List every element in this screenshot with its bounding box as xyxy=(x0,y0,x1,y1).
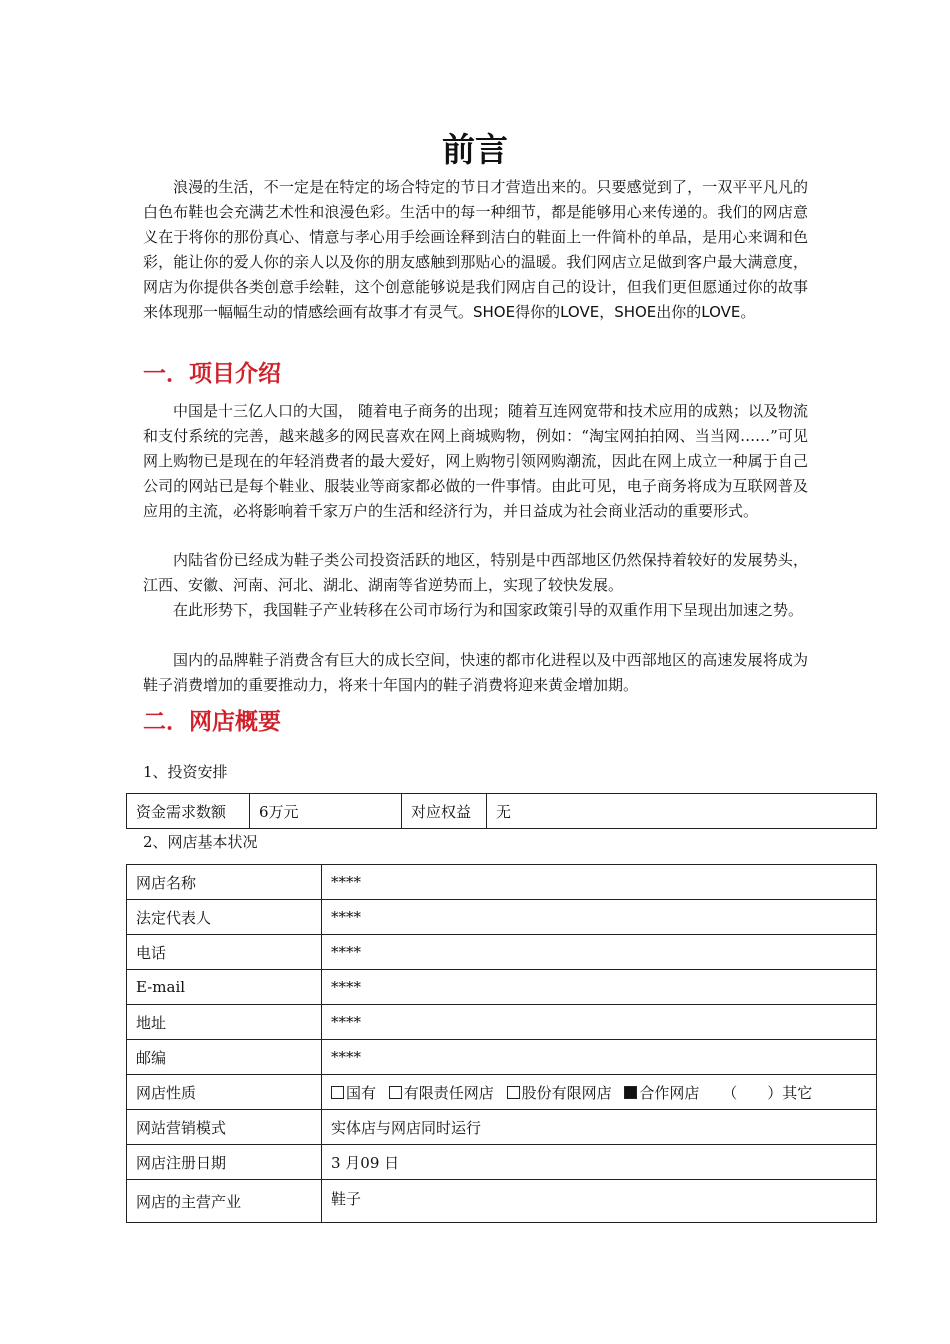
section1-paragraph-1: 中国是十三亿人口的大国， 随着电子商务的出现；随着互连网宽带和技术应用的成熟；以及物流和支付系统的完善，越来越多的网民喜欢在网上商城购物，例如：“淘宝网拍拍网、当当网……”可见网上购物已是现在的年轻消费者的最大爱好，网上购物引领网购潮流，因此在网上成立一种属于自己公司的网站已是每个鞋业、服装业等商家都必做的一件事情。由此可见，电子商务将成为互联网普及应用的主流，必将影响着千家万户的生活和经济行为，并日益成为社会商业活动的重要形式。 xyxy=(143,402,808,520)
checkbox-checked-icon xyxy=(624,1086,637,1099)
option-label: 合作网店 xyxy=(639,1083,700,1102)
table-cell-value: 实体店与网店同时运行 xyxy=(322,1110,877,1145)
table-row xyxy=(127,794,877,829)
table-cell-label: 法定代表人 xyxy=(127,900,322,935)
table-cell-label: 邮编 xyxy=(127,1040,322,1075)
table-cell-value: 无 xyxy=(487,794,877,829)
table-row xyxy=(127,1110,877,1145)
table-cell-value: **** xyxy=(322,1005,877,1040)
option-label: 国有 xyxy=(346,1083,377,1102)
checkbox-unchecked-icon xyxy=(507,1086,520,1099)
investment-table xyxy=(126,793,877,829)
option-label: 有限责任网店 xyxy=(403,1083,494,1102)
section1-heading: 一．项目介绍 xyxy=(143,361,281,387)
nature-options-cell xyxy=(322,1075,877,1110)
section2-heading: 二．网店概要 xyxy=(143,709,281,735)
table-cell-label: 网店的主营产业 xyxy=(127,1180,322,1223)
table-row xyxy=(127,1005,877,1040)
table-cell-value: 鞋子 xyxy=(322,1180,877,1223)
table-cell-value: **** xyxy=(322,900,877,935)
table-row xyxy=(127,1180,877,1223)
intro-paragraph: 浪漫的生活，不一定是在特定的场合特定的节日才营造出来的。只要感觉到了，一双平平凡凡的白色布鞋也会充满艺术性和浪漫色彩。生活中的每一种细节，都是能够用心来传递的。我们的网店意义在于将你的那份真心、情意与孝心用手绘画诠释到洁白的鞋面上一件简朴的单品，是用心来调和色彩，能让你的爱人你的亲人以及你的朋友感触到那贴心的温暖。我们网店立足做到客户最大满意度，网店为你提供各类创意手绘鞋，这个创意能够说是我们网店自己的设计，但我们更但愿通过你的故事来体现那一幅幅生动的情感绘画有故事才有灵气。SHOE得你的LOVE，SHOE出你的LOVE。 xyxy=(143,178,808,321)
section1-paragraph-2: 内陆省份已经成为鞋子类公司投资活跃的地区，特别是中西部地区仍然保持着较好的发展势头，江西、安徽、河南、河北、湖北、湖南等省逆势而上，实现了较快发展。 xyxy=(143,551,808,594)
table-row xyxy=(127,935,877,970)
basic-info-table xyxy=(126,864,877,1223)
table-row xyxy=(127,1075,877,1110)
page-title: 前言 xyxy=(442,130,508,169)
table-cell-label: 网店名称 xyxy=(127,865,322,900)
table-cell-value: 3 月09 日 xyxy=(322,1145,877,1180)
table-row xyxy=(127,1145,877,1180)
table-cell-value: **** xyxy=(322,1040,877,1075)
table-cell-value: **** xyxy=(322,935,877,970)
option-label: 股份有限网店 xyxy=(521,1083,612,1102)
checkbox-unchecked-icon xyxy=(389,1086,402,1099)
table-cell-label: 资金需求数额 xyxy=(127,794,250,829)
table-cell-label: 网站营销模式 xyxy=(127,1110,322,1145)
investment-subheading: 1、投资安排 xyxy=(143,763,228,781)
table-row xyxy=(127,900,877,935)
table-row xyxy=(127,1040,877,1075)
section1-paragraph-4: 国内的品牌鞋子消费含有巨大的成长空间，快速的都市化进程以及中西部地区的高速发展将成为鞋子消费增加的重要推动力，将来十年国内的鞋子消费将迎来黄金增加期。 xyxy=(143,651,808,694)
table-row xyxy=(127,865,877,900)
table-cell-label: 对应权益 xyxy=(402,794,487,829)
table-cell-label: 网店性质 xyxy=(127,1075,322,1110)
table-cell-label: 网店注册日期 xyxy=(127,1145,322,1180)
table-row xyxy=(127,970,877,1005)
table-cell-value: 6万元 xyxy=(250,794,402,829)
table-cell-label: 地址 xyxy=(127,1005,322,1040)
section1-paragraph-3: 在此形势下，我国鞋子产业转移在公司市场行为和国家政策引导的双重作用下呈现出加速之势。 xyxy=(173,601,804,619)
table-cell-value: **** xyxy=(322,865,877,900)
basic-info-subheading: 2、网店基本状况 xyxy=(143,833,258,851)
checkbox-unchecked-icon xyxy=(331,1086,344,1099)
option-label: （ ）其它 xyxy=(722,1083,813,1102)
table-cell-label: 电话 xyxy=(127,935,322,970)
table-cell-label: E-mail xyxy=(127,970,322,1005)
table-cell-value: **** xyxy=(322,970,877,1005)
